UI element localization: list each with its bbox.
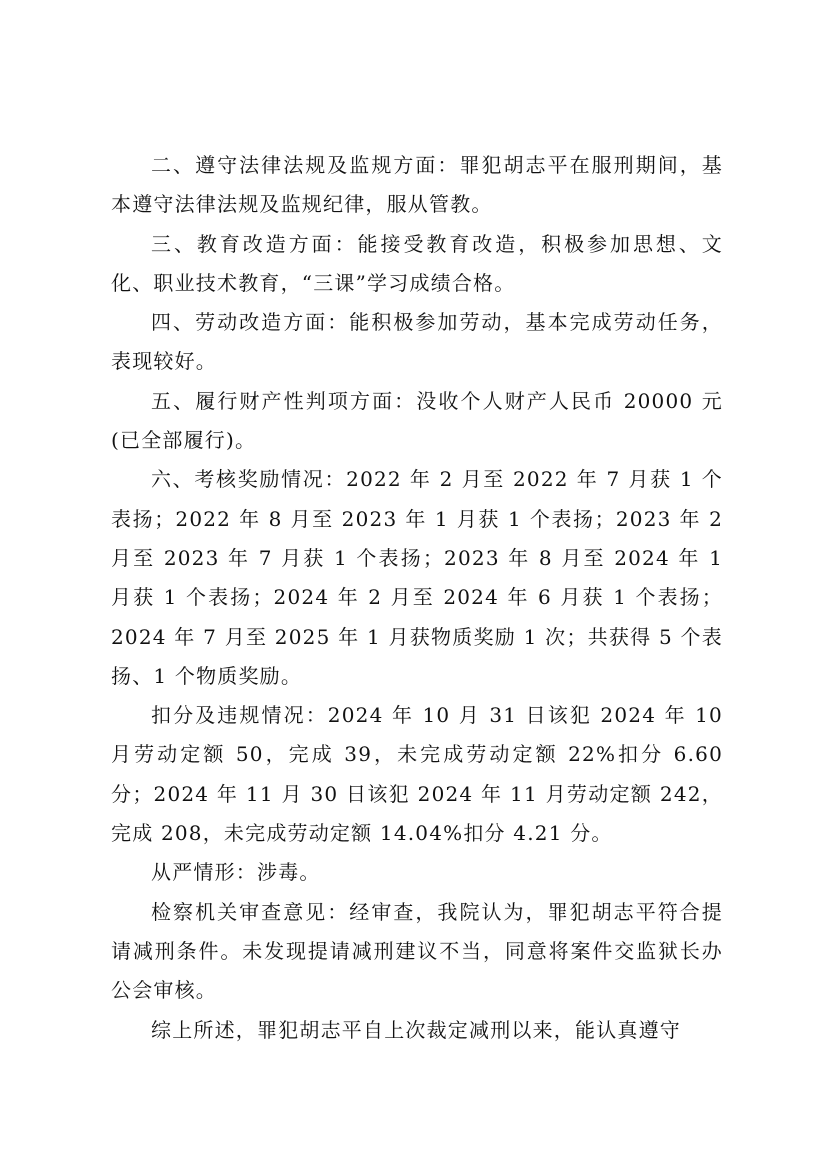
paragraph-law-compliance: 二、遵守法律法规及监规方面：罪犯胡志平在服刑期间，基本遵守法律法规及监规纪律，服从管教。 <box>111 153 723 217</box>
paragraph-deductions-violations: 扣分及违规情况：2024 年 10 月 31 日该犯 2024 年 10 月劳动定额 50，完成 39，未完成劳动定额 22%扣分 6.60 分；2024 年 11 月 30 日该犯 2024 年 11 月劳动定额 242，完成 208，未完成劳动定额 14.04%扣分 4.21 分。 <box>111 703 723 846</box>
paragraph-property-judgment: 五、履行财产性判项方面：没收个人财产人民币 20000 元(已全部履行)。 <box>111 388 723 453</box>
paragraph-summary: 综上所述，罪犯胡志平自上次裁定减刑以来，能认真遵守 <box>151 1017 681 1042</box>
paragraph-assessment-rewards: 六、考核奖励情况：2022 年 2 月至 2022 年 7 月获 1 个表扬；2022 年 8 月至 2023 年 1 月获 1 个表扬；2023 年 2 月至 2023 年 7 月获 1 个表扬；2023 年 8 月至 2024 年 1 月获 1 个表扬；2024 年 2 月至 2024 年 6 月获 1 个表扬；2024 年 7 月至 2025 年 1 月获物质奖励 1 次；共获得 5 个表扬、1 个物质奖励。 <box>111 467 723 688</box>
paragraph-education-reform: 三、教育改造方面：能接受教育改造，积极参加思想、文化、职业技术教育，“三课”学习成绩合格。 <box>111 231 723 295</box>
paragraph-strict-circumstances: 从严情形：涉毒。 <box>151 860 321 885</box>
paragraph-labor-reform: 四、劳动改造方面：能积极参加劳动，基本完成劳动任务，表现较好。 <box>111 310 723 374</box>
document-body <box>111 146 723 1050</box>
paragraph-procuratorate-opinion: 检察机关审查意见：经审查，我院认为，罪犯胡志平符合提请减刑条件。未发现提请减刑建议不当，同意将案件交监狱长办公会审核。 <box>111 899 723 1003</box>
